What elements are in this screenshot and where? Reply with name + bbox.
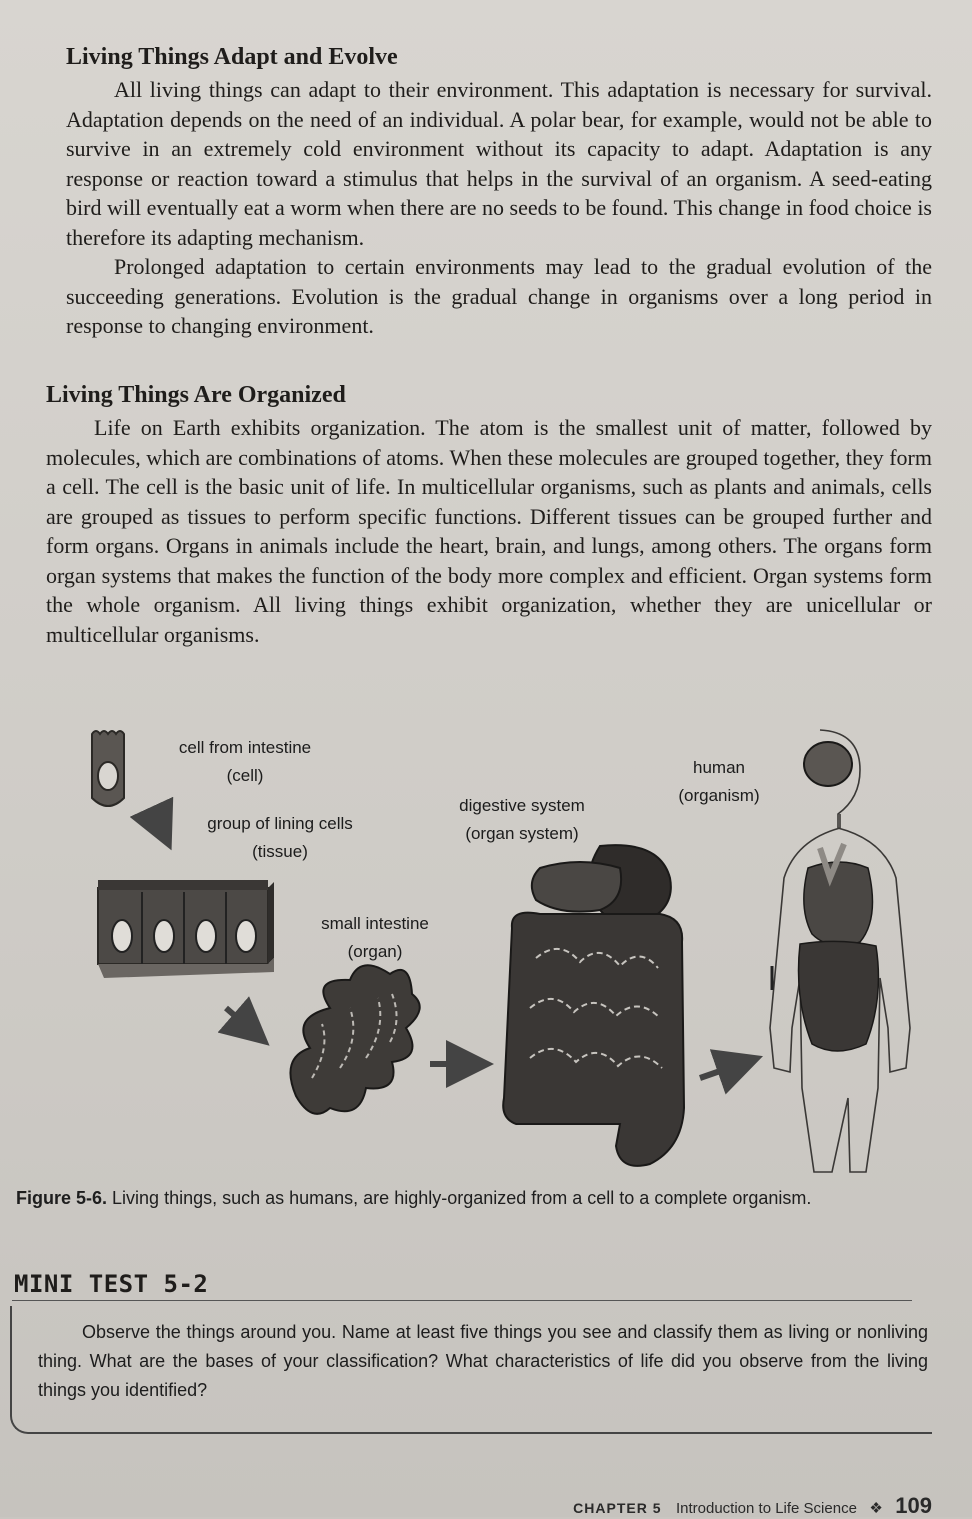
mini-test-rule [12, 1300, 912, 1301]
tissue-drawing [98, 880, 274, 978]
label-tissue [190, 810, 370, 866]
organization-figure [60, 728, 940, 1178]
label-subtext: (tissue) [252, 842, 308, 861]
caption-label: Figure 5-6. [16, 1188, 108, 1208]
footer-chapter: CHAPTER 5 [573, 1500, 662, 1516]
label-text: human [693, 758, 745, 777]
mini-test-heading: MINI TEST 5-2 [14, 1270, 209, 1298]
mini-test-text: Observe the things around you. Name at least five things you see and classify them as living or nonliving thing. What are the bases of your classification? What characteristics of life did you observe from the living things you identified? [38, 1322, 928, 1400]
label-text: group of lining cells [207, 814, 353, 833]
arrow-icon [152, 808, 164, 834]
label-subtext: (organ system) [465, 824, 579, 843]
digestive-system-drawing [503, 845, 684, 1166]
arrow-icon [226, 1008, 256, 1034]
paragraph: All living things can adapt to their environment. This adaptation is necessary for survival. Adaptation depends on the need of an individual. A polar bear, for example, would not be able to survive in an extremely cold environment without its capacity to adapt. Adaptation is any response or reaction toward a stimulus that helps in the survival of an organism. A seed-eating bird will eventually eat a worm when there are no seeds to be found. This change in food choice is therefore its adapting mechanism. [66, 77, 932, 250]
section-heading: Living Things Are Organized [46, 382, 346, 408]
cell-drawing [92, 731, 124, 806]
human-drawing [770, 730, 910, 1172]
diamond-icon: ❖ [869, 1500, 883, 1517]
page-number: 109 [895, 1493, 932, 1518]
label-text: cell from intestine [178, 738, 312, 757]
paragraph: Life on Earth exhibits organization. The atom is the smallest unit of matter, followed by molecules, which are combinations of atoms. When these molecules are grouped together, they form a cell. The cell is the basic unit of life. In multicellular organisms, such as plants and animals, cells are grouped as tissues to perform specific functions. Different tissues can be grouped further and form organs. Organs in animals include the heart, brain, and lungs, among others. The organs form organ systems that makes the function of the body more complex and efficient. Organ systems form the whole organism. All living things exhibit organization, whether they are unicellular or multicellular organisms. [46, 415, 932, 647]
label-subtext: (organism) [678, 786, 760, 805]
figure-caption [16, 1188, 956, 1209]
page-footer [573, 1493, 932, 1519]
small-intestine-drawing [290, 965, 419, 1114]
label-organism [672, 754, 766, 810]
section-adapt-evolve [66, 44, 932, 341]
label-subtext: (cell) [226, 766, 264, 785]
footer-title: Introduction to Life Science [675, 1500, 857, 1517]
label-text: digestive system [459, 796, 585, 815]
label-cell [160, 734, 330, 790]
label-subtext: (organ) [347, 942, 403, 961]
label-system [450, 792, 594, 848]
caption-text: Living things, such as humans, are highly-organized from a cell to a complete organism. [107, 1188, 812, 1208]
paragraph: Prolonged adaptation to certain environments may lead to the gradual evolution of the succeeding generations. Evolution is the gradual change in organisms over a long period in response to changing environment. [66, 254, 932, 338]
arrow-icon [700, 1062, 746, 1078]
label-text: small intestine [321, 914, 429, 933]
label-organ [310, 910, 440, 966]
section-organized [46, 382, 932, 649]
section-heading: Living Things Adapt and Evolve [66, 44, 398, 70]
